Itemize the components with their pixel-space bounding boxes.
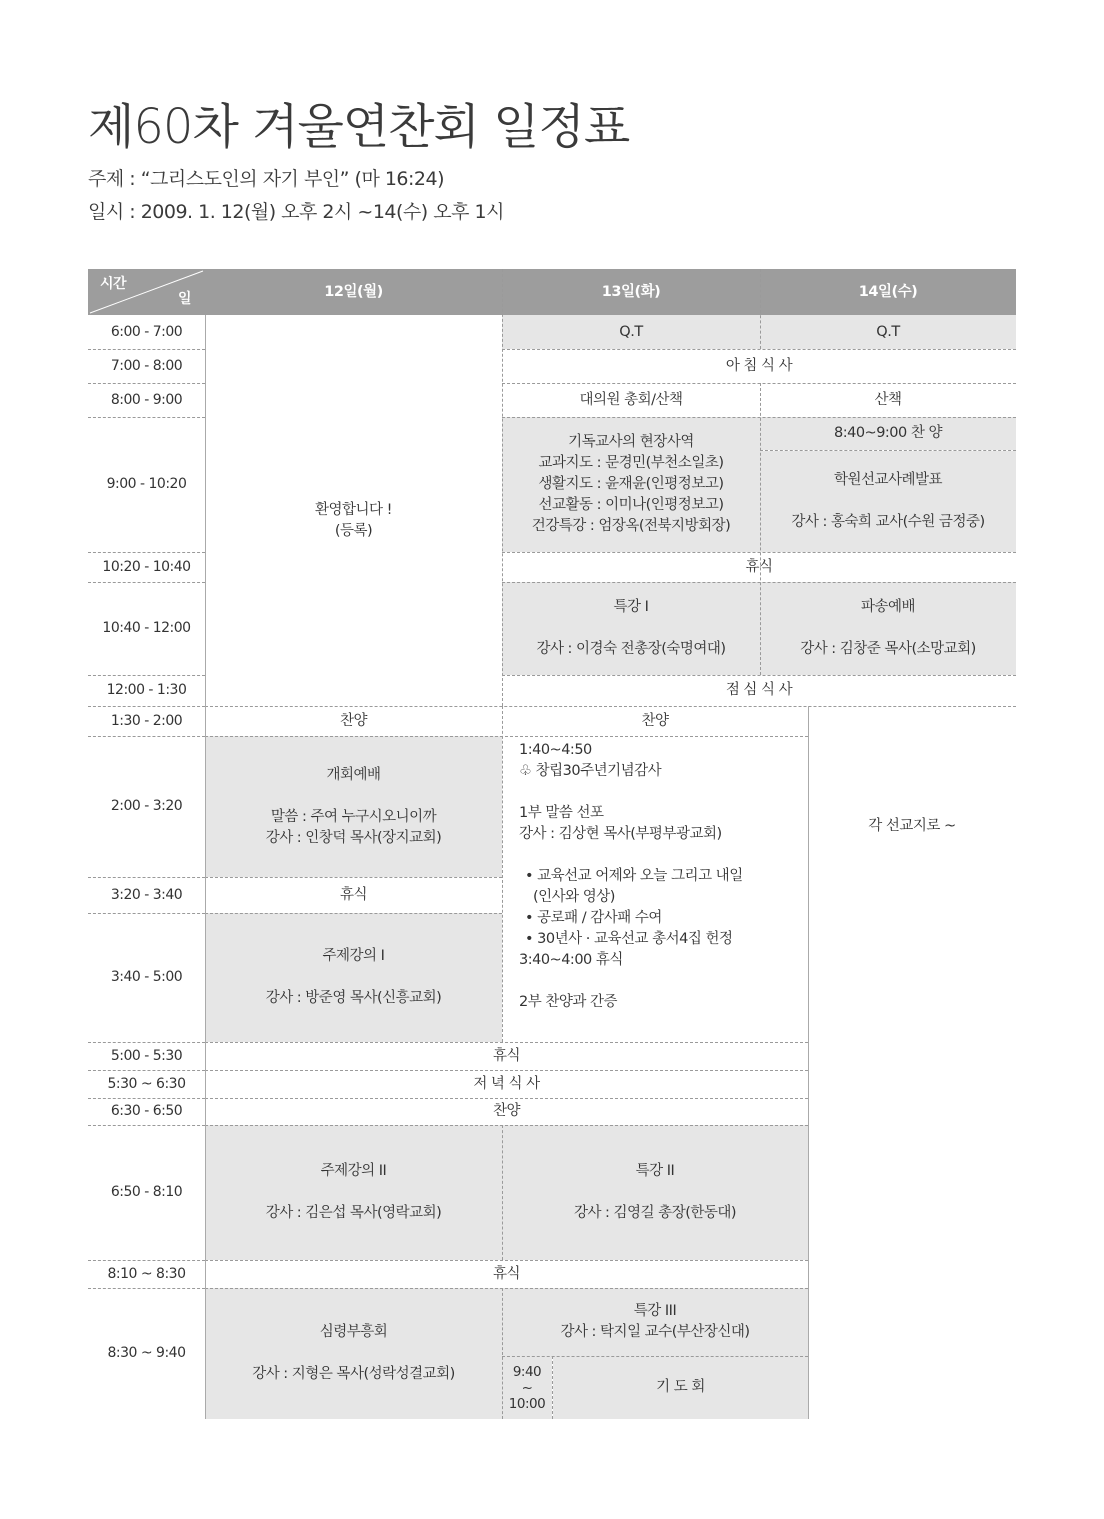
diagonal-line-icon <box>88 269 205 315</box>
assembly-cell: 대의원 총회/산책 <box>579 391 683 408</box>
anniv-item: • 교육선교 어제와 오늘 그리고 내일 <box>525 868 743 884</box>
header-day-label: 일 <box>178 291 192 307</box>
breakfast-cell: 아 침 식 사 <box>725 357 793 374</box>
sending-speaker: 강사 : 김창준 목사(소망교회) <box>800 641 976 657</box>
time-slot: 6:00 - 7:00 <box>110 323 183 340</box>
grid-line <box>205 1260 808 1261</box>
prayer-time-end: 10:00 <box>508 1395 546 1412</box>
theme2-title: 주제강의 II <box>320 1163 387 1179</box>
theme1-title: 주제강의 I <box>322 948 385 964</box>
time-slot: 3:40 - 5:00 <box>110 969 183 985</box>
lecture2-title: 특강 II <box>635 1163 675 1179</box>
grid-line <box>88 552 205 553</box>
anniv-speaker: 강사 : 김상현 목사(부평부광교회) <box>519 826 722 842</box>
lecture1-speaker: 강사 : 이경숙 전총장(숙명여대) <box>536 641 726 657</box>
schedule-table <box>88 269 1016 1419</box>
time-slot: 1:30 - 2:00 <box>110 712 183 729</box>
welcome-cell <box>205 315 502 706</box>
grid-line <box>88 675 205 676</box>
field-title: 기독교사의 현장사역 <box>568 434 694 450</box>
time-slot: 8:00 - 9:00 <box>110 391 183 408</box>
grid-line <box>502 675 1016 676</box>
walk-cell: 산책 <box>874 391 902 408</box>
opening-speaker: 강사 : 인창덕 목사(장지교회) <box>265 829 442 846</box>
lecture1-title: 특강 I <box>613 599 649 615</box>
grid-line <box>808 706 809 1419</box>
grid-line <box>552 1356 553 1419</box>
grid-line <box>760 383 761 675</box>
header-day-tue: 13일(화) <box>502 269 760 315</box>
anniv-part1: 1부 말씀 선포 <box>519 805 604 821</box>
praise-wed-cell: 8:40~9:00 찬 양 <box>760 417 1016 450</box>
grid-line <box>760 269 761 349</box>
grid-line <box>502 383 1016 384</box>
time-slot: 3:20 - 3:40 <box>110 886 183 903</box>
grid-line <box>502 706 503 1042</box>
header-day-wed: 14일(수) <box>760 269 1016 315</box>
grid-line <box>88 1098 205 1099</box>
grid-line <box>205 877 502 878</box>
time-slot: 10:40 - 12:00 <box>102 620 191 636</box>
grid-line <box>502 349 1016 350</box>
lecture1-cell <box>502 582 760 675</box>
grid-line <box>205 1098 808 1099</box>
time-slot: 5:00 - 5:30 <box>110 1047 183 1064</box>
revival-speaker: 강사 : 지형은 목사(성락성결교회) <box>252 1366 455 1382</box>
opening-title: 개회예배 <box>326 766 381 783</box>
theme2-speaker: 강사 : 김은섭 목사(영락교회) <box>265 1205 442 1221</box>
time-slot: 6:30 - 6:50 <box>110 1103 183 1119</box>
header-day-mon: 12일(월) <box>205 269 502 315</box>
revival-title: 심령부흥회 <box>319 1324 388 1340</box>
grid-line <box>88 736 205 737</box>
grid-line <box>88 582 205 583</box>
school-title: 학원선교사례발표 <box>833 472 943 488</box>
prayer-time-sep: ~ <box>521 1379 533 1396</box>
anniv-time: 1:40~4:50 <box>519 742 592 758</box>
grid-line <box>205 315 206 1419</box>
field-item: 교과지도 : 문경민(부천소일초) <box>538 455 724 471</box>
anniversary-cell <box>502 736 808 1042</box>
school-speaker: 강사 : 홍숙희 교사(수원 금정중) <box>791 514 985 530</box>
anniv-part2: 2부 찬양과 간증 <box>519 994 617 1010</box>
grid-line <box>502 552 1016 553</box>
time-slot: 2:00 - 3:20 <box>110 798 183 814</box>
prayer-time-cell <box>502 1356 552 1419</box>
praise-630-cell: 찬양 <box>492 1103 520 1119</box>
grid-line <box>88 1070 205 1071</box>
grid-line <box>760 450 1016 451</box>
opening-word: 말씀 : 주여 누구시오니이까 <box>270 808 437 825</box>
time-slot: 8:10 ~ 8:30 <box>107 1265 186 1282</box>
date-line: 일시 : 2009. 1. 12(월) 오후 2시 ~14(수) 오후 1시 <box>88 201 504 223</box>
grid-line <box>88 1042 205 1043</box>
grid-line <box>205 1042 808 1043</box>
grid-line <box>88 1125 205 1126</box>
theme1-speaker: 강사 : 방준영 목사(신흥교회) <box>265 990 442 1006</box>
lunch-cell: 점 심 식 사 <box>725 682 793 698</box>
grid-line <box>205 706 1016 707</box>
time-slot: 7:00 - 8:00 <box>110 357 183 374</box>
anniv-break: 3:40~4:00 휴식 <box>519 952 623 968</box>
grid-line <box>502 582 1016 583</box>
prayer-cell: 기 도 회 <box>553 1356 808 1419</box>
time-slot: 8:30 ~ 9:40 <box>107 1345 186 1361</box>
lecture2-speaker: 강사 : 김영길 총장(한동대) <box>573 1205 737 1221</box>
field-item: 선교활동 : 이미나(인평정보고) <box>538 497 724 513</box>
lecture3-title: 특강 III <box>633 1303 677 1319</box>
time-slot: 9:00 - 10:20 <box>106 476 187 492</box>
grid-line <box>502 1125 503 1260</box>
field-ministry-cell <box>502 417 760 552</box>
anniv-title: ♧ 창립30주년기념감사 <box>519 763 662 779</box>
qt-wed-cell: Q.T <box>760 315 1016 349</box>
break-500-cell: 휴식 <box>492 1047 520 1064</box>
dinner-cell: 저 녁 식 사 <box>473 1075 540 1092</box>
header-corner <box>88 269 205 315</box>
grid-line <box>502 269 503 706</box>
qt-tue-cell: Q.T <box>502 315 760 349</box>
anniv-item: • 공로패 / 감사패 수여 <box>525 910 662 926</box>
break-1020-cell: 휴식 <box>745 558 773 575</box>
field-item: 생활지도 : 윤재윤(인평정보고) <box>538 476 724 492</box>
welcome-text: 환영합니다 ! <box>315 501 392 518</box>
prayer-time-start: 9:40 <box>512 1363 542 1380</box>
register-text: (등록) <box>334 522 373 539</box>
grid-line <box>88 877 205 878</box>
grid-line <box>88 417 205 418</box>
grid-line <box>205 1125 808 1126</box>
sending-title: 파송예배 <box>860 599 916 615</box>
opening-service-cell <box>205 736 502 877</box>
grid-line <box>88 706 205 707</box>
lecture2-cell <box>502 1125 808 1260</box>
grid-line <box>88 349 205 350</box>
revival-cell <box>205 1288 502 1419</box>
field-item: 건강특강 : 엄장옥(전북지방회장) <box>531 518 731 534</box>
theme2-cell <box>205 1125 502 1260</box>
break-mon-cell: 휴식 <box>339 886 367 903</box>
grid-line <box>502 1356 808 1357</box>
theme-line: 주제 : “그리스도인의 자기 부인” (마 16:24) <box>88 168 445 190</box>
school-mission-cell <box>760 451 1016 552</box>
grid-line <box>88 1260 205 1261</box>
break-810-cell: 휴식 <box>492 1265 520 1282</box>
grid-line <box>502 417 1016 418</box>
grid-line <box>205 1070 808 1071</box>
grid-line <box>88 1288 205 1289</box>
theme1-cell <box>205 913 502 1042</box>
grid-line <box>205 913 502 914</box>
sending-cell <box>760 582 1016 675</box>
grid-line <box>88 383 205 384</box>
lecture3-cell <box>502 1288 808 1356</box>
time-slot: 6:50 - 8:10 <box>110 1184 183 1200</box>
anniv-item: • 30년사 · 교육선교 총서4집 헌정 <box>525 931 733 947</box>
grid-line <box>502 1288 503 1419</box>
header-time-label: 시간 <box>100 276 127 292</box>
time-slot: 5:30 ~ 6:30 <box>107 1075 186 1092</box>
grid-line <box>88 913 205 914</box>
page-title: 제60차 겨울연찬회 일정표 <box>88 99 630 155</box>
time-slot: 12:00 - 1:30 <box>106 682 187 698</box>
time-slot: 10:20 - 10:40 <box>102 558 191 575</box>
praise-tue-cell: 찬양 <box>641 712 669 729</box>
grid-line <box>205 1288 808 1289</box>
praise-mon-cell: 찬양 <box>339 712 367 729</box>
lecture3-speaker: 강사 : 탁지일 교수(부산장신대) <box>560 1324 750 1340</box>
mission-go-cell: 각 선교지로 ~ <box>868 818 956 834</box>
grid-line <box>205 736 808 737</box>
anniv-item: (인사와 영상) <box>533 889 615 905</box>
